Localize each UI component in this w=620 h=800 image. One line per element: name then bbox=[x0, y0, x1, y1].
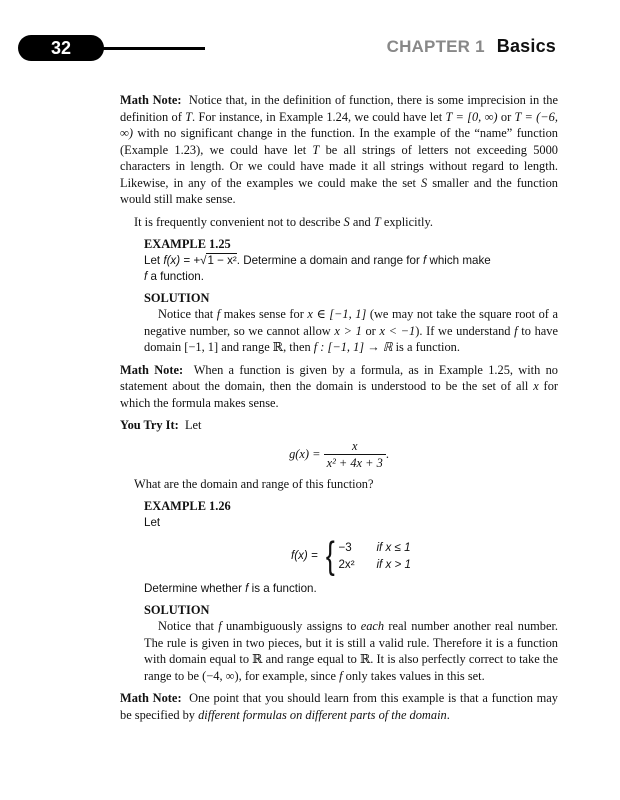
example-statement: Let f(x) = +√1 − x². Determine a domain and range for f which make f a function. bbox=[144, 253, 491, 283]
page-header bbox=[0, 0, 620, 70]
example-1-26: EXAMPLE 1.26 Let f(x) = { −3 if x ≤ 1 2x² if x > 1 Determine whether f is a function. SOLUTION Notice that f unambiguously assigns to each real number another real number. The rule is given in two pieces, but it is still a valid rule. Therefore it is a function with domain equal to ℝ and range equal to ℝ. It is also perfectly correct to take the range to be (−4, ∞), for example, since f only takes values in this set. bbox=[144, 499, 559, 683]
example-title: EXAMPLE 1.26 bbox=[144, 499, 231, 513]
page-number: 32 bbox=[18, 35, 104, 61]
chapter-title: Basics bbox=[496, 36, 556, 56]
math-note-2: Math Note: When a function is given by a formula, as in Example 1.25, with no statement about the domain, then the domain is understood to be the set of all x for which the formula makes sense. bbox=[120, 362, 559, 410]
try-it-question: What are the domain and range of this function? bbox=[134, 476, 374, 491]
chapter-label: CHAPTER 1 bbox=[386, 37, 485, 56]
solution-text: Notice that f unambiguously assigns to each real number another real number. The rule is given in two pieces, but it is still a valid rule. Therefore it is a function with domain equal to ℝ and range equal to ℝ. It is also perfectly correct to take the range to be (−4, ∞), for example, since f only takes values in this set. bbox=[144, 619, 559, 683]
chapter-heading bbox=[387, 36, 556, 57]
you-try-it: You Try It: Let bbox=[120, 418, 202, 432]
math-note-1: Math Note: Notice that, in the definition of function, there is some imprecision in the definition of T. For instance, in Example 1.24, we could have let T = [0, ∞) or T = (−6, ∞) with no significant change in the function. In the example of the “name” function (Example 1.23), we could have let T be all strings of letters not exceeding 5000 characters in length. Or we could have made it all strings without regard to length. Likewise, in any of the examples we could make the set S smaller and the function would still make sense. bbox=[120, 93, 559, 206]
piecewise-definition: f(x) = { −3 if x ≤ 1 2x² if x > 1 bbox=[291, 534, 411, 577]
solution-title: SOLUTION bbox=[144, 290, 210, 305]
example-question: Determine whether f is a function. bbox=[144, 581, 317, 595]
solution-text: Notice that f makes sense for x ∈ [−1, 1] (we may not take the square root of a negative number, so we cannot allow x > 1 or x < −1). If we understand f to have domain [−1, 1] and range ℝ, then f : [−1, 1] → ℝ is a function. bbox=[144, 307, 558, 354]
solution-title: SOLUTION bbox=[144, 602, 210, 617]
equation-g: g(x) = $\frac{x}{\text{x² + 4x + 3}}$ . bbox=[289, 438, 389, 470]
header-rule bbox=[100, 47, 205, 50]
math-note-label: Math Note bbox=[120, 93, 178, 107]
example-1-25 bbox=[120, 236, 558, 356]
math-note-3: Math Note: One point that you should learn from this example is that a function may be specified by different formulas on different parts of the domain. bbox=[120, 691, 558, 722]
paragraph: It is frequently convenient not to describe S and T explicitly. bbox=[134, 214, 433, 229]
page-body bbox=[120, 92, 558, 729]
example-title: EXAMPLE 1.25 bbox=[144, 237, 231, 251]
